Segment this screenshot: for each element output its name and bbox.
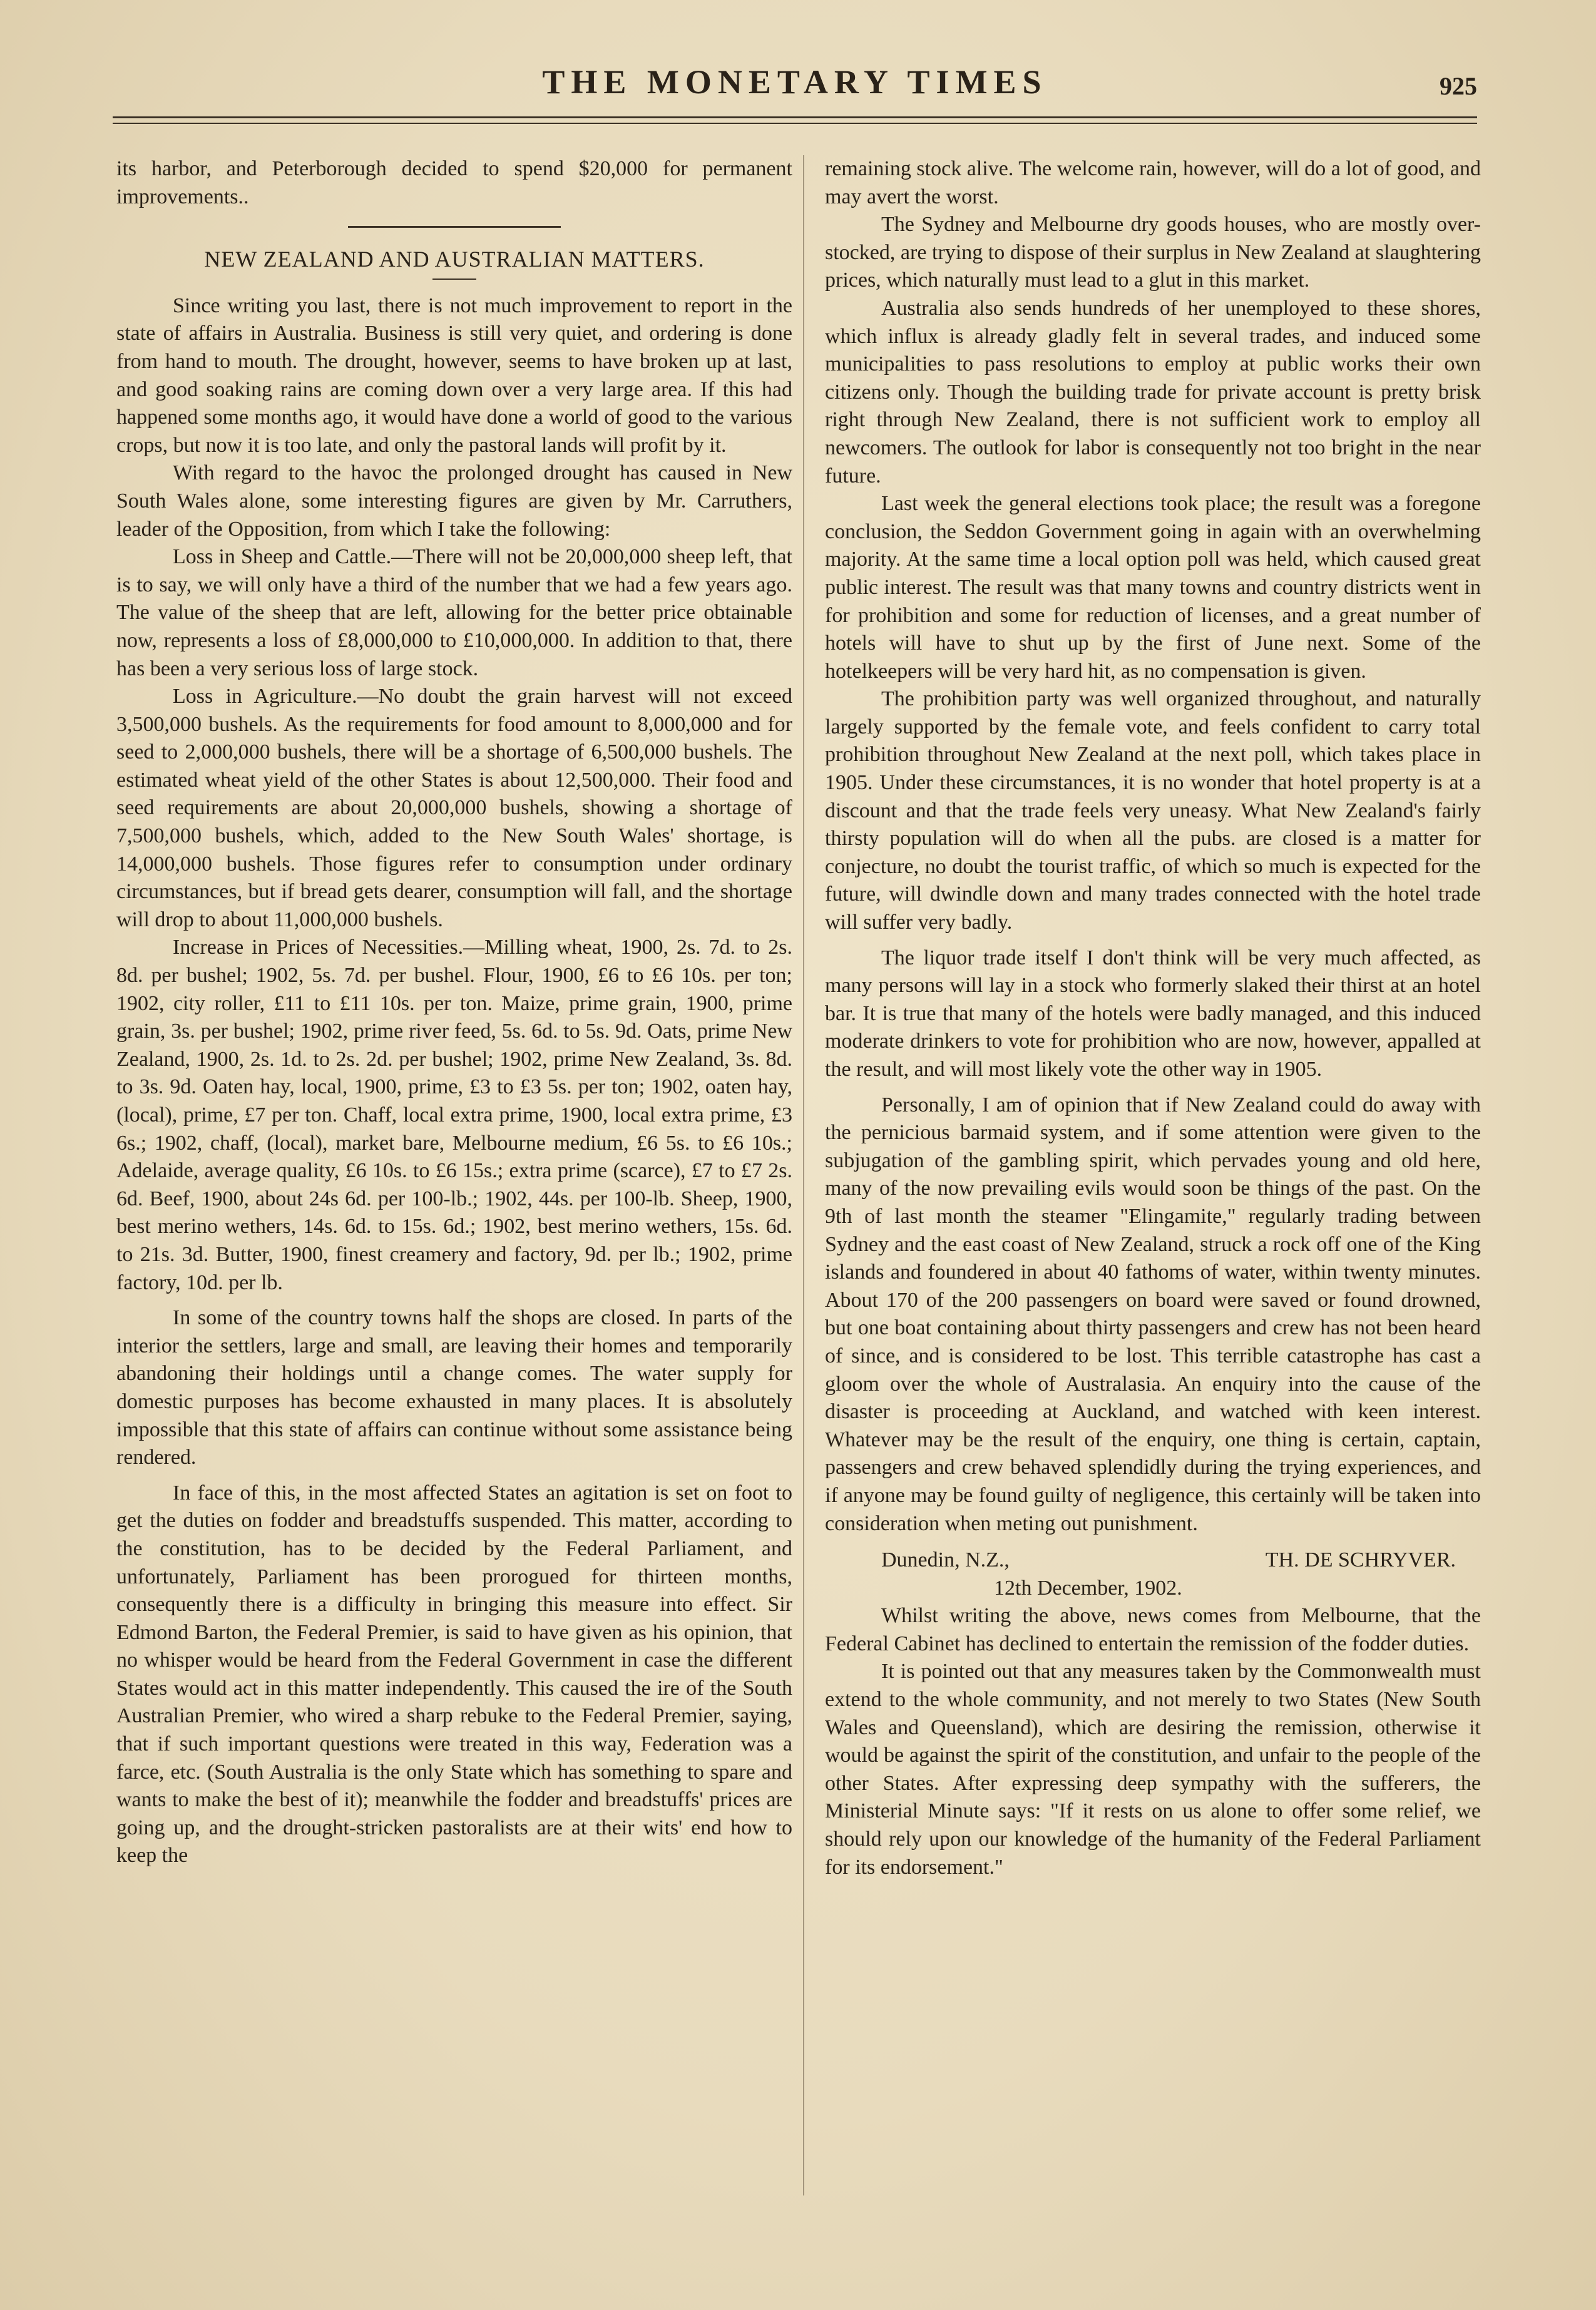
signature-line: [825, 1546, 1481, 1575]
article-paragraph: The liquor trade itself I don't think will be very much affected, as many persons will lay in a stock who formerly slaked their thirst at an hotel bar. It is true that many of the hotels were badly managed, and this induced moderate drinkers to vote for prohibition who are now, however, appalled at the result, and will most likely vote the other way in 1905.: [825, 946, 1481, 1081]
article-paragraph: Since writing you last, there is not much improvement to report in the state of affairs in Australia. Business is still very quiet, and ordering is done from hand to mouth. The drought, however, seems to have broken up at last, and good soaking rains are coming down over a very large area. If this had happened some months ago, it would have done a world of good to the various crops, but now it is too late, and only the pastoral lands will profit by it.: [116, 294, 792, 457]
page-number: 925: [1440, 72, 1477, 100]
article-title: NEW ZEALAND AND AUSTRALIAN MATTERS.: [204, 247, 705, 272]
article-paragraph: In some of the country towns half the shops are closed. In parts of the interior the settlers, large and small, are leaving their homes and temporarily abandoning their holdings until a change comes. The water supply for domestic purposes has become exhausted in many places. It is absolutely impossible that this state of affairs can continue without some assistance being rendered.: [116, 1306, 792, 1469]
signature-place: Dunedin, N.Z.,: [881, 1548, 1010, 1572]
article-paragraph: With regard to the havoc the prolonged drought has caused in New South Wales alone, some interesting figures are given by Mr. Carruthers, leader of the Opposition, from which I take the following:: [116, 461, 792, 541]
section-divider: [348, 226, 561, 228]
masthead: [113, 63, 1477, 106]
header-rule-bottom: [113, 123, 1477, 124]
article-paragraph: remaining stock alive. The welcome rain, however, will do a lot of good, and may avert the worst.: [825, 157, 1481, 208]
signature-author: TH. DE SCHRYVER.: [1265, 1548, 1456, 1572]
intro-paragraph: its harbor, and Peterborough decided to spend $20,000 for permanent improvements..: [116, 157, 792, 208]
column-divider: [803, 155, 804, 2195]
article-paragraph: The Sydney and Melbourne dry goods houses, who are mostly over-stocked, are trying to dispose of their surplus in New Zealand at slaughtering prices, which naturally must lead to a glut in this market.: [825, 213, 1481, 292]
article-paragraph: Increase in Prices of Necessities.—Milling wheat, 1900, 2s. 7d. to 2s. 8d. per bushel; 1902, 5s. 7d. per bushel. Flour, 1900, £6 to £6 10s. per ton; 1902, city roller, £11 to £11 10s. per ton. Maize, prime grain, 1900, prime grain, 3s. per bushel; 1902, prime river feed, 5s. 6d. to 5s. 9d. Oats, prime New Zealand, 1900, 2s. 1d. to 2s. 2d. per bushel; 1902, prime New Zealand, 3s. 8d. to 3s. 9d. Oaten hay, local, 1900, prime, £3 to £3 5s. per ton; 1902, oaten hay, (local), prime, £7 per ton. Chaff, local extra prime, 1900, local extra prime, £3 6s.; 1902, chaff, (local), market bare, Melbourne medium, £6 5s. to £6 10s.; Adelaide, average quality, £6 10s. to £6 15s.; extra prime (scarce), £7 to £7 2s. 6d. Beef, 1900, about 24s 6d. per 100-lb.; 1902, 44s. per 100-lb. Sheep, 1900, best merino wethers, 14s. 6d. to 15s. 6d.; 1902, best merino wethers, 15s. 6d. to 21s. 3d. Butter, 1900, finest creamery and factory, 9d. per lb.; 1902, prime factory, 10d. per lb.: [116, 936, 792, 1294]
left-column: [116, 155, 792, 1870]
article-paragraph: Personally, I am of opinion that if New Zealand could do away with the pernicious barmaid system, and if some attention were given to the subjugation of the gambling spirit, which pervades young and old here, many of the now prevailing evils would soon be things of the past. On the 9th of last month the steamer "Elingamite," regularly trading between Sydney and the east coast of New Zealand, struck a rock off one of the King islands and foundered in about 40 fathoms of water, within twenty minutes. About 170 of the 200 passengers on board were saved or found drowned, but one boat containing about thirty passengers and crew has not been heard of since, and is considered to be lost. This terrible catastrophe has cast a gloom over the whole of Australasia. An enquiry into the cause of the disaster is proceeding at Auckland, and watched with keen interest. Whatever may be the result of the enquiry, one thing is certain, captain, passengers and crew behaved splendidly during the trying experiences, and if anyone may be found guilty of negligence, this certainly will be taken into consideration when meting out punishment.: [825, 1093, 1481, 1535]
article-paragraph: Loss in Sheep and Cattle.—There will not be 20,000,000 sheep left, that is to say, we will only have a third of the number that we had a few years ago. The value of the sheep that are left, allowing for the better price obtainable now, represents a loss of £8,000,000 to £10,000,000. In addition to that, there has been a very serious loss of large stock.: [116, 545, 792, 680]
article-paragraph: Last week the general elections took place; the result was a foregone conclusion, the Seddon Government going in again with an overwhelming majority. At the same time a local option poll was held, which caused great public interest. The result was that many towns and country districts went in for prohibition and some for reduction of licenses, and a great number of hotels will have to shut up by the first of June next. Some of the hotelkeepers will be very hard hit, as no compensation is given.: [825, 492, 1481, 683]
signature-date: 12th December, 1902.: [994, 1576, 1182, 1600]
article-paragraph: It is pointed out that any measures taken by the Commonwealth must extend to the whole community, and not merely to two States (New South Wales and Queensland), which are desiring the remission, otherwise it would be against the spirit of the constitution, and unfair to the people of the other States. After expressing deep sympathy with the sufferers, the Ministerial Minute says: "If it rests on us alone to offer some relief, we should rely upon our knowledge of the humanity of the Federal Parliament for its endorsement.": [825, 1660, 1481, 1879]
article-paragraph: In face of this, in the most affected States an agitation is set on foot to get the duties on fodder and breadstuffs suspended. This matter, according to the constitution, has to be decided by the Federal Parliament, and unfortunately, Parliament has been prorogued for thirteen months, consequently there is a difficulty in bringing this measure into effect. Sir Edmond Barton, the Federal Premier, is said to have given as his opinion, that no whisper would be heard from the Federal Government in case the different States would act in this matter independently. This caused the ire of the South Australian Premier, who wired a sharp rebuke to the Federal Premier, saying, that if such important questions were treated in this way, Federation was a farce, etc. (South Australia is the only State which has something to spare and wants to make the best of it); meanwhile the fodder and breadstuffs' prices are going up, and the drought-stricken pastoralists are at their wits' end how to keep the: [116, 1481, 792, 1868]
article-paragraph: Loss in Agriculture.—No doubt the grain harvest will not exceed 3,500,000 bushels. As the requirements for food amount to 8,000,000 and for seed to 2,000,000 bushels, there will be a shortage of 6,500,000 bushels. The estimated wheat yield of the other States is about 12,500,000. Their food and seed requirements are about 20,000,000 bushels, showing a shortage of 7,500,000 bushels, which, added to the New South Wales' shortage, is 14,000,000 bushels. Those figures refer to consumption under ordinary circumstances, but if bread gets dearer, consumption will fall, and the shortage will drop to about 11,000,000 bushels.: [116, 685, 792, 931]
right-column: [825, 155, 1481, 1881]
header-rule-top: [113, 116, 1477, 118]
title-underline: [432, 279, 476, 280]
article-paragraph: The prohibition party was well organized throughout, and naturally largely supported by the female vote, and feels confident to carry total prohibition throughout New Zealand at the next poll, which takes place in 1905. Under these circumstances, it is no wonder that hotel property is at a discount and that the trade feels very uneasy. What New Zealand's fairly thirsty population will do when all the pubs. are closed is a matter for conjecture, no doubt the tourist traffic, of which so much is expected for the future, will dwindle down and many trades connected with the hotel trade will suffer very badly.: [825, 687, 1481, 934]
article-paragraph: Australia also sends hundreds of her unemployed to these shores, which influx is already gladly felt in several trades, and induced some municipalities to pass resolutions to employ at public works their own citizens only. Though the building trade for private account is pretty brisk right through New Zealand, there is not sufficient work to employ all newcomers. The outlook for labor is consequently not too bright in the near future.: [825, 296, 1481, 488]
article-paragraph: Whilst writing the above, news comes from Melbourne, that the Federal Cabinet has declined to entertain the remission of the fodder duties.: [825, 1604, 1481, 1655]
publication-title: THE MONETARY TIMES: [542, 63, 1048, 101]
